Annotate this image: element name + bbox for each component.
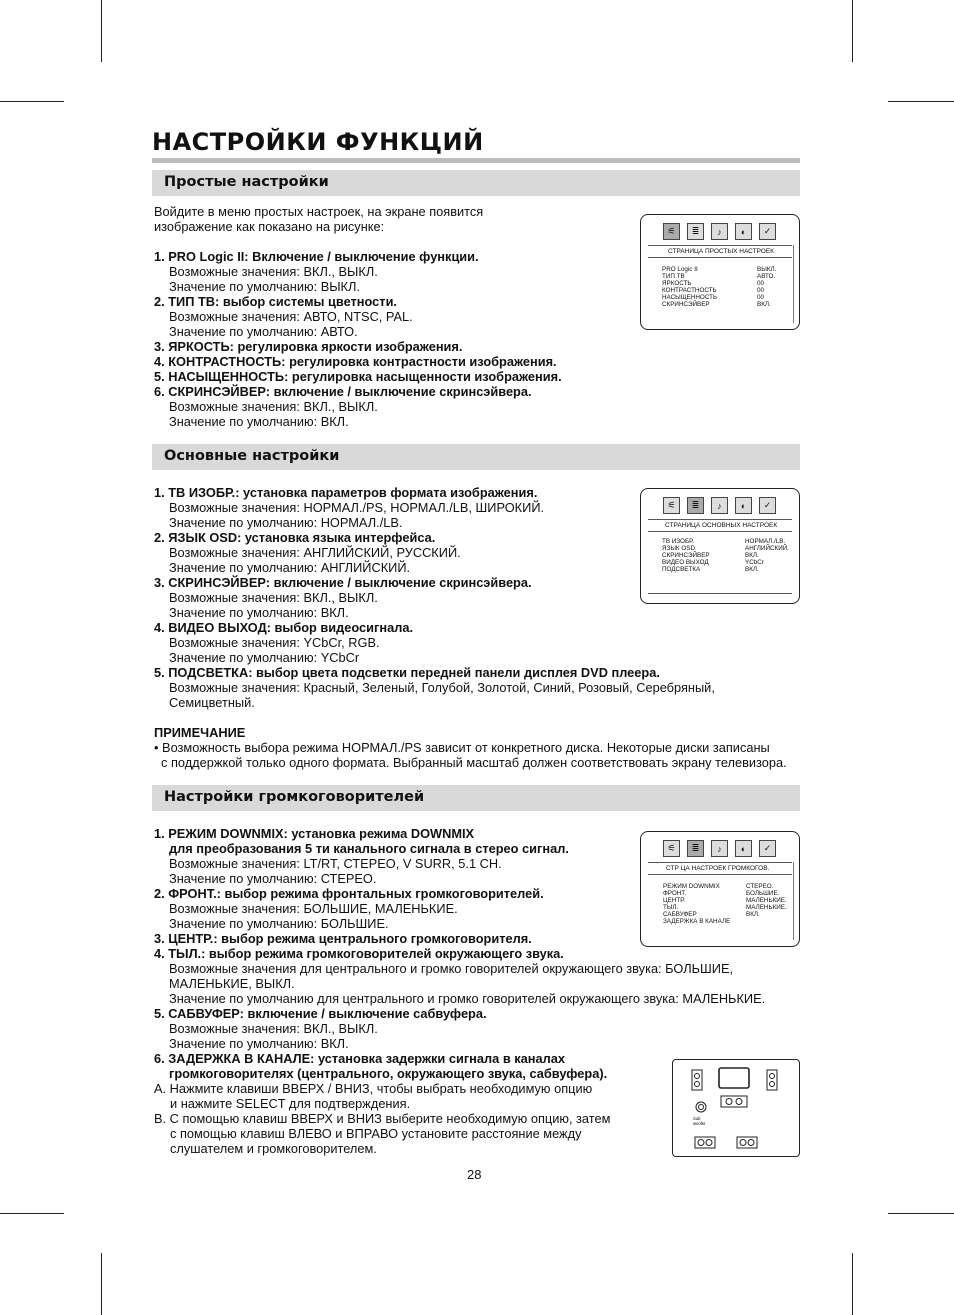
item-heading: 5. САБВУФЕР: включение / выключение сабвуфера. — [154, 1006, 487, 1021]
section-header-main — [152, 444, 800, 470]
audio-icon: ♪ — [711, 497, 728, 514]
menu-divider — [648, 593, 792, 594]
text-line: Значение по умолчанию: АВТО. — [169, 324, 358, 339]
menu-row-label: КОНТРАСТНОСТЬ — [662, 287, 717, 294]
text-line: B. С помощью клавиш ВВЕРХ и ВНИЗ выберите необходимую опцию, затем — [154, 1111, 611, 1126]
title-rule — [152, 158, 800, 163]
text-line: Возможные значения: LT/RT, СТЕРЕО, V SURR, 5.1 CH. — [169, 856, 502, 871]
speaker-icon: ⚟ — [663, 840, 680, 857]
text-line: Значение по умолчанию: НОРМАЛ./LB. — [169, 515, 403, 530]
menu-row-label: НАСЫЩЕННОСТЬ — [662, 294, 718, 301]
menu-row-value: ВКЛ. — [745, 552, 759, 559]
item-heading: 3. СКРИНСЭЙВЕР: включение / выключение скринсэйвера. — [154, 575, 532, 590]
menu-row-label: РЕЖИМ DOWNMIX — [663, 883, 720, 890]
menu-row-value: YCbCr — [745, 559, 764, 566]
speaker-settings-menu-illustration — [640, 831, 800, 947]
menu-row-label: ЦЕНТР. — [663, 897, 686, 904]
menu-row-label: PRO Logic II — [662, 266, 698, 273]
menu-row-value: ВКЛ. — [746, 911, 760, 918]
text-line: МАЛЕНЬКИЕ, ВЫКЛ. — [169, 976, 295, 991]
page-title: НАСТРОЙКИ ФУНКЦИЙ — [152, 128, 484, 156]
menu-row-label: ВИДЕО ВЫХОД — [662, 559, 709, 566]
simple-settings-text — [154, 204, 562, 429]
simple-settings-menu-illustration — [640, 214, 800, 330]
item-heading: 4. ВИДЕО ВЫХОД: выбор видеосигнала. — [154, 620, 413, 635]
item-heading: 4. ТЫЛ.: выбор режима громкоговорителей окружающего звука. — [154, 946, 564, 961]
menu-header-label: СТР ЦА НАСТРОЕК ГРОМКОГОВ. — [666, 865, 770, 872]
text-line: A. Нажмите клавиши ВВЕРХ / ВНИЗ, чтобы выбрать необходимую опцию — [154, 1081, 593, 1096]
text-line: Значение по умолчанию: YCbCr — [169, 650, 360, 665]
note-text: с поддержкой только одного формата. Выбранный масштаб должен соответствовать экрану телевизора. — [161, 755, 787, 770]
text-line: Возможные значения: ВКЛ., ВЫКЛ. — [169, 264, 378, 279]
subwoofer-icon — [696, 1102, 706, 1112]
text-line: Значение по умолчанию: ВЫКЛ. — [169, 279, 360, 294]
item-heading: 2. ФРОНТ.: выбор режима фронтальных громкоговорителей. — [154, 886, 544, 901]
crop-mark — [852, 1253, 853, 1315]
menu-row-value: АНГЛИЙСКИЙ. — [745, 545, 790, 552]
check-icon: ✓ — [759, 497, 776, 514]
item-heading: 1. ТВ ИЗОБР.: установка параметров формата изображения. — [154, 485, 538, 500]
section-header-speakers — [152, 785, 800, 811]
check-icon: ✓ — [759, 840, 776, 857]
audio-icon: ♪ — [711, 223, 728, 240]
menu-row-label: ТИП ТВ — [662, 273, 685, 280]
menu-row-value: ВКЛ. — [757, 301, 771, 308]
check-icon: ✓ — [759, 223, 776, 240]
menu-rows — [662, 538, 792, 573]
menu-divider — [793, 245, 794, 323]
menu-row-value: МАЛЕНЬКИЕ. — [746, 897, 787, 904]
text-line: Значение по умолчанию: ВКЛ. — [169, 1036, 349, 1051]
settings-icon: ≣ — [687, 223, 704, 240]
speaker-icon: ⚟ — [663, 497, 680, 514]
menu-row-value: 00 — [757, 294, 765, 301]
menu-row-label: ЯРКОСТЬ — [662, 280, 692, 287]
menu-header-label: СТРАНИЦА ПРОСТЫХ НАСТРОЕК — [668, 248, 774, 255]
text-line: Возможные значения: Красный, Зеленый, Голубой, Золотой, Синий, Розовый, Серебряный, — [169, 680, 715, 695]
menu-row-label: ТЫЛ. — [663, 904, 679, 911]
speaker-layout-diagram — [672, 1059, 800, 1157]
menu-row-value: СТЕРЕО. — [746, 883, 774, 890]
item-heading: 6. СКРИНСЭЙВЕР: включение / выключение скринсэйвера. — [154, 384, 532, 399]
item-heading: 4. КОНТРАСТНОСТЬ: регулировка контрастности изображения. — [154, 354, 557, 369]
text-line: Значение по умолчанию: АНГЛИЙСКИЙ. — [169, 560, 411, 575]
text-line: Возможные значения: ВКЛ., ВЫКЛ. — [169, 399, 378, 414]
menu-row-value: 00 — [757, 280, 765, 287]
audio-icon: ♪ — [711, 840, 728, 857]
settings-icon: ≣ — [687, 840, 704, 857]
menu-row-value: 00 — [757, 287, 765, 294]
menu-row-value: АВТО. — [757, 273, 776, 280]
menu-divider — [793, 862, 794, 940]
note-text: • Возможность выбора режима НОРМАЛ./PS зависит от конкретного диска. Некоторые диски записаны — [154, 740, 770, 755]
menu-row-value: ВКЛ. — [745, 566, 759, 573]
page-number: 28 — [467, 1167, 482, 1182]
menu-row-label: ТВ ИЗОБР. — [662, 538, 694, 545]
item-heading: 5. ПОДСВЕТКА: выбор цвета подсветки передней панели дисплея DVD плеера. — [154, 665, 660, 680]
subwoofer-label: woofer — [693, 1121, 706, 1126]
text-line: с помощью клавиш ВЛЕВО и ВПРАВО установите расстояние между — [170, 1126, 582, 1141]
subwoofer-label: Sub — [693, 1116, 701, 1121]
speaker-icon: ⚟ — [663, 223, 680, 240]
crop-mark — [0, 101, 64, 102]
rear-left-speaker-icon — [695, 1137, 715, 1148]
menu-row-label: ЗАДЕРЖКА В КАНАЛЕ — [663, 918, 731, 925]
text-line: изображение как показано на рисунке: — [154, 219, 385, 234]
crop-mark — [0, 1213, 64, 1214]
menu-header — [648, 862, 792, 875]
text-line: Возможные значения: YCbCr, RGB. — [169, 635, 380, 650]
disc-icon: ◐ — [735, 497, 752, 514]
text-line: и нажмите SELECT для подтверждения. — [170, 1096, 411, 1111]
text-line: Возможные значения: ВКЛ., ВЫКЛ. — [169, 1021, 378, 1036]
text-line: Значение по умолчанию: ВКЛ. — [169, 605, 349, 620]
menu-header — [648, 519, 792, 532]
item-heading: 2. ЯЗЫК OSD: установка языка интерфейса. — [154, 530, 436, 545]
speaker-layout-drawing — [673, 1060, 799, 1156]
menu-row-label: ЯЗЫК OSD — [662, 545, 695, 552]
item-heading: 2. ТИП ТВ: выбор системы цветности. — [154, 294, 397, 309]
text-line: Войдите в меню простых настроек, на экране появится — [154, 204, 484, 219]
menu-rows — [663, 883, 793, 925]
menu-rows — [662, 266, 778, 308]
disc-icon: ◐ — [735, 840, 752, 857]
menu-row-label: СКРИНСЭЙВЕР — [662, 301, 710, 308]
menu-row-value: ВЫКЛ. — [757, 266, 777, 273]
text-line: Возможные значения: НОРМАЛ./PS, НОРМАЛ./LB, ШИРОКИЙ. — [169, 500, 545, 515]
item-heading: громкоговорителях (центрального, окружающего звука, сабвуфера). — [169, 1066, 608, 1081]
text-line: Возможные значения: АВТО, NTSC, PAL. — [169, 309, 413, 324]
menu-row-label: СКРИНСЭЙВЕР — [662, 552, 710, 559]
item-heading: 6. ЗАДЕРЖКА В КАНАЛЕ: установка задержки сигнала в каналах — [154, 1051, 565, 1066]
text-line: Семицветный. — [169, 695, 255, 710]
menu-row-label: САБВУФЕР — [663, 911, 697, 918]
crop-mark — [101, 0, 102, 62]
crop-mark — [888, 101, 954, 102]
crop-mark — [888, 1213, 954, 1214]
menu-row-value: НОРМАЛ./LB. — [745, 538, 786, 545]
text-line: Значение по умолчанию: БОЛЬШИЕ. — [169, 916, 389, 931]
section-header-simple — [152, 170, 800, 196]
rear-right-speaker-icon — [737, 1137, 757, 1148]
text-line: Значение по умолчанию для центрального и громко говорителей окружающего звука: МАЛЕНЬКИЕ. — [169, 991, 766, 1006]
item-heading: 1. PRO Logic II: Включение / выключение функции. — [154, 249, 479, 264]
menu-row-label: ПОДСВЕТКА — [662, 566, 701, 573]
front-left-speaker-icon — [692, 1070, 702, 1090]
main-settings-menu-illustration — [640, 488, 800, 604]
item-heading: 1. РЕЖИМ DOWNMIX: установка режима DOWNMIX — [154, 826, 475, 841]
menu-header — [648, 245, 792, 258]
item-heading: 5. НАСЫЩЕННОСТЬ: регулировка насыщенности изображения. — [154, 369, 562, 384]
text-line: Значение по умолчанию: СТЕРЕО. — [169, 871, 377, 886]
section-title: Основные настройки — [164, 448, 340, 464]
text-line: слушателем и громкоговорителем. — [170, 1141, 377, 1156]
text-line: Возможные значения: АНГЛИЙСКИЙ, РУССКИЙ. — [169, 545, 461, 560]
menu-row-value: БОЛЬШИЕ. — [746, 890, 780, 897]
item-heading: для преобразования 5 ти канального сигнала в стерео сигнал. — [169, 841, 569, 856]
menu-header-label: СТРАНИЦА ОСНОВНЫХ НАСТРОЕК — [665, 522, 778, 529]
text-line: Возможные значения: ВКЛ., ВЫКЛ. — [169, 590, 378, 605]
note-title: ПРИМЕЧАНИЕ — [154, 725, 246, 740]
text-line: Возможные значения: БОЛЬШИЕ, МАЛЕНЬКИЕ. — [169, 901, 458, 916]
section-title: Простые настройки — [164, 174, 329, 190]
settings-icon: ≣ — [687, 497, 704, 514]
section-title: Настройки громкоговорителей — [164, 789, 425, 805]
item-heading: 3. ЦЕНТР.: выбор режима центрального громкоговорителя. — [154, 931, 532, 946]
menu-row-label: ФРОНТ. — [663, 890, 687, 897]
text-line: Значение по умолчанию: ВКЛ. — [169, 414, 349, 429]
text-line: Возможные значения для центрального и громко говорителей окружающего звука: БОЛЬШИЕ, — [169, 961, 734, 976]
crop-mark — [852, 0, 853, 62]
center-speaker-icon — [721, 1096, 747, 1107]
crop-mark — [101, 1253, 102, 1315]
disc-icon: ◐ — [735, 223, 752, 240]
item-heading: 3. ЯРКОСТЬ: регулировка яркости изображения. — [154, 339, 463, 354]
front-right-speaker-icon — [767, 1070, 777, 1090]
menu-row-value: МАЛЕНЬКИЕ. — [746, 904, 787, 911]
tv-screen-icon — [719, 1068, 749, 1088]
